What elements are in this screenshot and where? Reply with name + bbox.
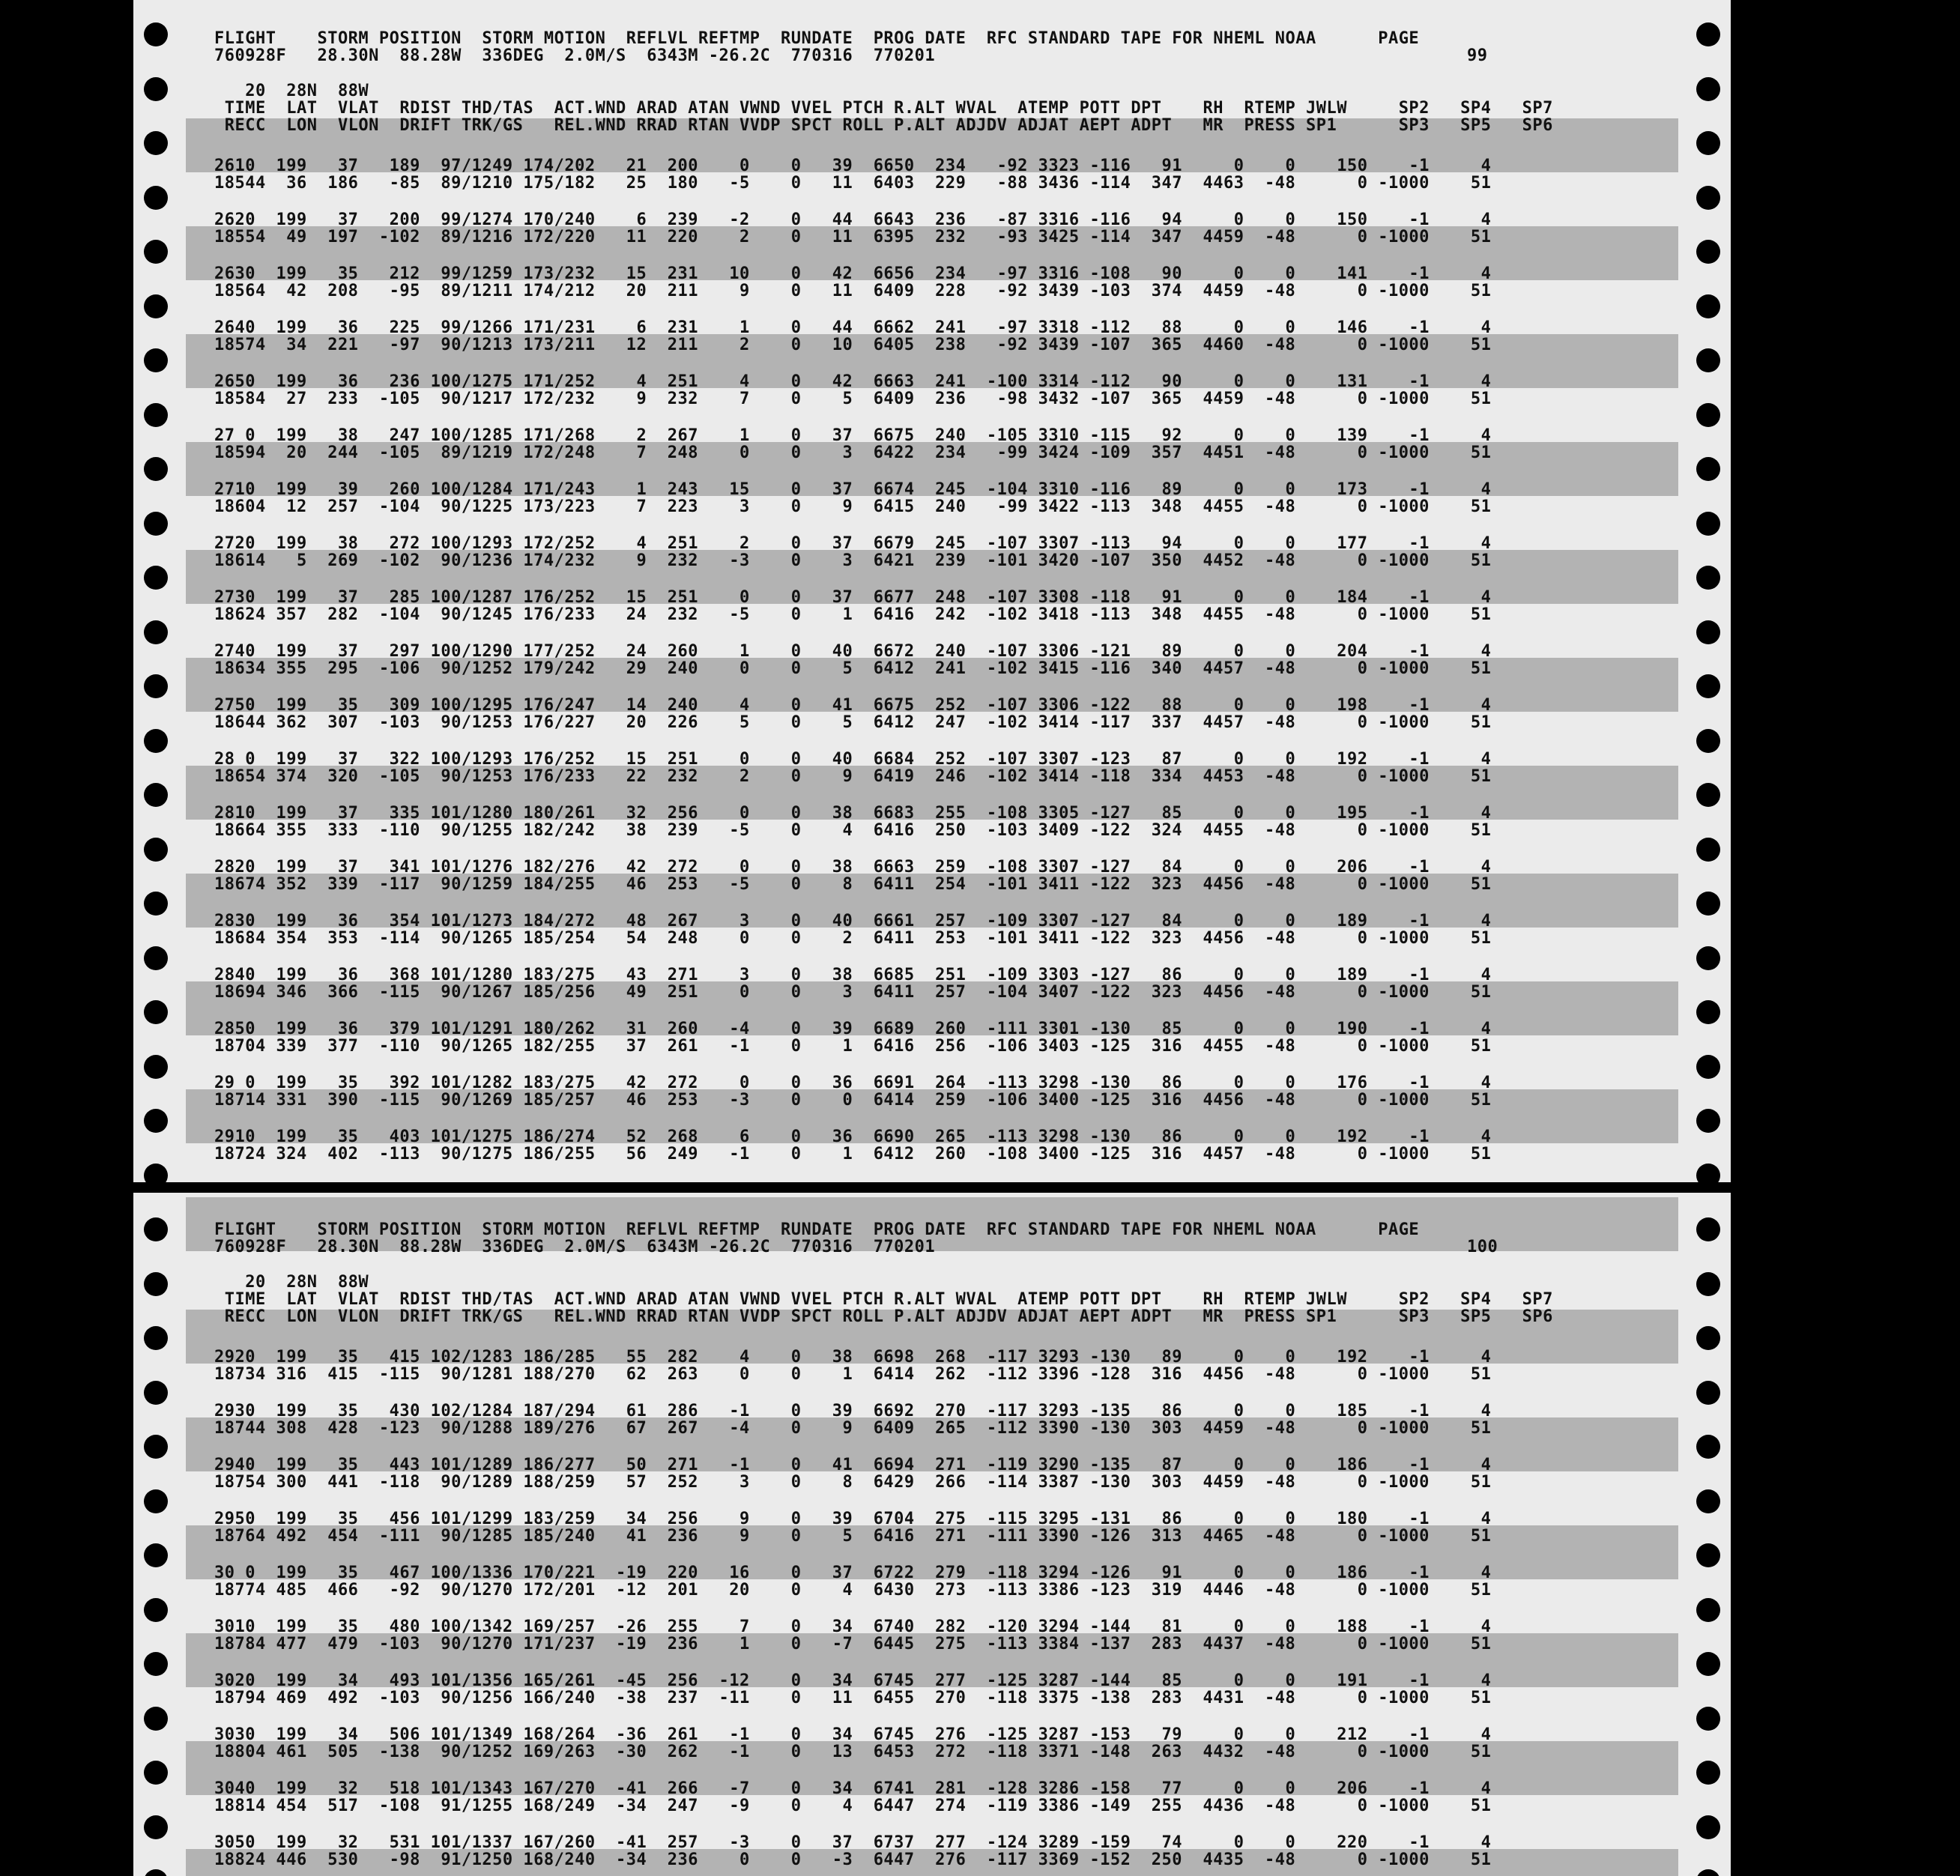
printout-page — [133, 0, 1731, 1184]
record-line-1: 2840 199 36 368 101/1280 183/275 43 271 3 0 38 6685 251 -109 3303 -127 86 0 0 189 -1 4 — [214, 966, 1492, 984]
header-line-1: FLIGHT STORM POSITION STORM MOTION REFLVL REFTMP RUNDATE PROG DATE RFC STANDARD TAPE FOR NHEML NOAA PAGE — [214, 29, 1420, 48]
record-line-1: 2910 199 35 403 101/1275 186/274 52 268 6 0 36 6690 265 -113 3298 -130 86 0 0 192 -1 4 — [214, 1128, 1492, 1146]
header-line-2: 760928F 28.30N 88.28W 336DEG 2.0M/S 6343M -26.2C 770316 770201 — [214, 46, 936, 65]
record-line-2: 18644 362 307 -103 90/1253 176/227 20 226 5 0 5 6412 247 -102 3414 -117 337 4457 -48 0 -1000 51 — [214, 713, 1492, 732]
record-line-2: 18594 20 244 -105 89/1219 172/248 7 248 0 0 3 6422 234 -99 3424 -109 357 4451 -48 0 -1000 51 — [214, 444, 1492, 462]
record-line-1: 2610 199 37 189 97/1249 174/202 21 200 0 0 39 6650 234 -92 3323 -116 91 0 0 150 -1 4 — [214, 157, 1492, 175]
record-line-2: 18704 339 377 -110 90/1265 182/255 37 261 -1 0 1 6416 256 -106 3403 -125 316 4455 -48 0 -1000 51 — [214, 1037, 1492, 1056]
record-line-1: 3020 199 34 493 101/1356 165/261 -45 256 -12 0 34 6745 277 -125 3287 -144 85 0 0 191 -1 4 — [214, 1671, 1492, 1690]
record-line-1: 2630 199 35 212 99/1259 173/232 15 231 10 0 42 6656 234 -97 3316 -108 90 0 0 141 -1 4 — [214, 264, 1492, 283]
record-line-1: 3050 199 32 531 101/1337 167/260 -41 257 -3 0 37 6737 277 -124 3289 -159 74 0 0 220 -1 4 — [214, 1833, 1492, 1852]
record-line-2: 18684 354 353 -114 90/1265 185/254 54 248 0 0 2 6411 253 -101 3411 -122 323 4456 -48 0 -1000 51 — [214, 929, 1492, 948]
record-line-1: 2650 199 36 236 100/1275 171/252 4 251 4 0 42 6663 241 -100 3314 -112 90 0 0 131 -1 4 — [214, 372, 1492, 391]
record-line-1: 3010 199 35 480 100/1342 169/257 -26 255 7 0 34 6740 282 -120 3294 -144 81 0 0 188 -1 4 — [214, 1618, 1492, 1636]
record-line-2: 18804 461 505 -138 90/1252 169/263 -30 262 -1 0 13 6453 272 -118 3371 -148 263 4432 -48 0 -1000 51 — [214, 1743, 1492, 1761]
page-number: 100 — [1467, 1238, 1498, 1256]
record-line-2: 18794 469 492 -103 90/1256 166/240 -38 237 -11 0 11 6455 270 -118 3375 -138 283 4431 -48 0 -1000 51 — [214, 1689, 1492, 1707]
record-line-1: 2740 199 37 297 100/1290 177/252 24 260 1 0 40 6672 240 -107 3306 -121 89 0 0 204 -1 4 — [214, 642, 1492, 661]
record-line-2: 18754 300 441 -118 90/1289 188/259 57 252 3 0 8 6429 266 -114 3387 -130 303 4459 -48 0 -1000 51 — [214, 1473, 1492, 1492]
record-line-2: 18824 446 530 -98 91/1250 168/240 -34 236 0 0 -3 6447 276 -117 3369 -152 250 4435 -48 0 -1000 51 — [214, 1851, 1492, 1869]
column-header-row-0: 20 28N 88W — [214, 1273, 369, 1292]
sheet-separator — [133, 1182, 1731, 1193]
record-line-1: 28 0 199 37 322 100/1293 176/252 15 251 0 0 40 6684 252 -107 3307 -123 87 0 0 192 -1 4 — [214, 750, 1492, 769]
record-line-2: 18654 374 320 -105 90/1253 176/233 22 232 2 0 9 6419 246 -102 3414 -118 334 4453 -48 0 -1000 51 — [214, 767, 1492, 786]
record-line-1: 2810 199 37 335 101/1280 180/261 32 256 0 0 38 6683 255 -108 3305 -127 85 0 0 195 -1 4 — [214, 804, 1492, 823]
record-line-2: 18664 355 333 -110 90/1255 182/242 38 239 -5 0 4 6416 250 -103 3409 -122 324 4455 -48 0 -1000 51 — [214, 821, 1492, 840]
column-header-row-1: TIME LAT VLAT RDIST THD/TAS ACT.WND ARAD ATAN VWND VVEL PTCH R.ALT WVAL ATEMP POTT DPT RH RTEMP JWLW SP2 SP4 SP7 — [214, 99, 1553, 118]
record-line-1: 2940 199 35 443 101/1289 186/277 50 271 -1 0 41 6694 271 -119 3290 -135 87 0 0 186 -1 4 — [214, 1456, 1492, 1474]
record-line-1: 2640 199 36 225 99/1266 171/231 6 231 1 0 44 6662 241 -97 3318 -112 88 0 0 146 -1 4 — [214, 318, 1492, 337]
record-line-1: 2750 199 35 309 100/1295 176/247 14 240 4 0 41 6675 252 -107 3306 -122 88 0 0 198 -1 4 — [214, 696, 1492, 715]
record-line-2: 18584 27 233 -105 90/1217 172/232 9 232 7 0 5 6409 236 -98 3432 -107 365 4459 -48 0 -1000 51 — [214, 390, 1492, 408]
record-line-2: 18604 12 257 -104 90/1225 173/223 7 223 3 0 9 6415 240 -99 3422 -113 348 4455 -48 0 -1000 51 — [214, 497, 1492, 516]
record-line-2: 18744 308 428 -123 90/1288 189/276 67 267 -4 0 9 6409 265 -112 3390 -130 303 4459 -48 0 -1000 51 — [214, 1419, 1492, 1438]
record-line-1: 2720 199 38 272 100/1293 172/252 4 251 2 0 37 6679 245 -107 3307 -113 94 0 0 177 -1 4 — [214, 534, 1492, 553]
record-line-1: 27 0 199 38 247 100/1285 171/268 2 267 1 0 37 6675 240 -105 3310 -115 92 0 0 139 -1 4 — [214, 426, 1492, 445]
column-header-row-1: TIME LAT VLAT RDIST THD/TAS ACT.WND ARAD ATAN VWND VVEL PTCH R.ALT WVAL ATEMP POTT DPT RH RTEMP JWLW SP2 SP4 SP7 — [214, 1290, 1553, 1309]
record-line-1: 2850 199 36 379 101/1291 180/262 31 260 -4 0 39 6689 260 -111 3301 -130 85 0 0 190 -1 4 — [214, 1020, 1492, 1038]
header-line-2: 760928F 28.30N 88.28W 336DEG 2.0M/S 6343M -26.2C 770316 770201 — [214, 1238, 936, 1256]
record-line-2: 18734 316 415 -115 90/1281 188/270 62 263 0 0 1 6414 262 -112 3396 -128 316 4456 -48 0 -1000 51 — [214, 1365, 1492, 1384]
column-header-row-0: 20 28N 88W — [214, 82, 369, 100]
record-line-2: 18564 42 208 -95 89/1211 174/212 20 211 9 0 11 6409 228 -92 3439 -103 374 4459 -48 0 -1000 51 — [214, 282, 1492, 300]
record-line-2: 18814 454 517 -108 91/1255 168/249 -34 247 -9 0 4 6447 274 -119 3386 -149 255 4436 -48 0 -1000 51 — [214, 1797, 1492, 1815]
computer-printout-paper — [133, 0, 1731, 1876]
record-line-1: 29 0 199 35 392 101/1282 183/275 42 272 0 0 36 6691 264 -113 3298 -130 86 0 0 176 -1 4 — [214, 1074, 1492, 1092]
record-line-2: 18784 477 479 -103 90/1270 171/237 -19 236 1 0 -7 6445 275 -113 3384 -137 283 4437 -48 0 -1000 51 — [214, 1635, 1492, 1653]
record-line-2: 18714 331 390 -115 90/1269 185/257 46 253 -3 0 0 6414 259 -106 3400 -125 316 4456 -48 0 -1000 51 — [214, 1091, 1492, 1110]
record-line-2: 18774 485 466 -92 90/1270 172/201 -12 201 20 0 4 6430 273 -113 3386 -123 319 4446 -48 0 -1000 51 — [214, 1581, 1492, 1600]
column-header-row-2: RECC LON VLON DRIFT TRK/GS REL.WND RRAD RTAN VVDP SPCT ROLL P.ALT ADJDV ADJAT AEPT ADPT MR PRESS SP1 SP3 SP5 SP6 — [214, 116, 1553, 135]
record-line-2: 18764 492 454 -111 90/1285 185/240 41 236 9 0 5 6416 271 -111 3390 -126 313 4465 -48 0 -1000 51 — [214, 1527, 1492, 1546]
record-line-1: 2730 199 37 285 100/1287 176/252 15 251 0 0 37 6677 248 -107 3308 -118 91 0 0 184 -1 4 — [214, 588, 1492, 607]
header-line-1: FLIGHT STORM POSITION STORM MOTION REFLVL REFTMP RUNDATE PROG DATE RFC STANDARD TAPE FOR NHEML NOAA PAGE — [214, 1220, 1420, 1239]
record-line-2: 18674 352 339 -117 90/1259 184/255 46 253 -5 0 8 6411 254 -101 3411 -122 323 4456 -48 0 -1000 51 — [214, 875, 1492, 894]
column-header-row-2: RECC LON VLON DRIFT TRK/GS REL.WND RRAD RTAN VVDP SPCT ROLL P.ALT ADJDV ADJAT AEPT ADPT MR PRESS SP1 SP3 SP5 SP6 — [214, 1307, 1553, 1326]
record-line-1: 2930 199 35 430 102/1284 187/294 61 286 -1 0 39 6692 270 -117 3293 -135 86 0 0 185 -1 4 — [214, 1402, 1492, 1420]
record-line-1: 2950 199 35 456 101/1299 183/259 34 256 9 0 39 6704 275 -115 3295 -131 86 0 0 180 -1 4 — [214, 1510, 1492, 1528]
record-line-2: 18544 36 186 -85 89/1210 175/182 25 180 -5 0 11 6403 229 -88 3436 -114 347 4463 -48 0 -1000 51 — [214, 174, 1492, 193]
record-line-2: 18694 346 366 -115 90/1267 185/256 49 251 0 0 3 6411 257 -104 3407 -122 323 4456 -48 0 -1000 51 — [214, 983, 1492, 1002]
record-line-1: 2620 199 37 200 99/1274 170/240 6 239 -2 0 44 6643 236 -87 3316 -116 94 0 0 150 -1 4 — [214, 211, 1492, 229]
record-line-1: 2710 199 39 260 100/1284 171/243 1 243 15 0 37 6674 245 -104 3310 -116 89 0 0 173 -1 4 — [214, 480, 1492, 499]
record-line-1: 3040 199 32 518 101/1343 167/270 -41 266 -7 0 34 6741 281 -128 3286 -158 77 0 0 206 -1 4 — [214, 1779, 1492, 1798]
record-line-1: 2820 199 37 341 101/1276 182/276 42 272 0 0 38 6663 259 -108 3307 -127 84 0 0 206 -1 4 — [214, 858, 1492, 877]
record-line-1: 3030 199 34 506 101/1349 168/264 -36 261 -1 0 34 6745 276 -125 3287 -153 79 0 0 212 -1 4 — [214, 1725, 1492, 1744]
record-line-2: 18624 357 282 -104 90/1245 176/233 24 232 -5 0 1 6416 242 -102 3418 -113 348 4455 -48 0 -1000 51 — [214, 605, 1492, 624]
record-line-2: 18614 5 269 -102 90/1236 174/232 9 232 -3 0 3 6421 239 -101 3420 -107 350 4452 -48 0 -1000 51 — [214, 551, 1492, 570]
record-line-1: 2920 199 35 415 102/1283 186/285 55 282 4 0 38 6698 268 -117 3293 -130 89 0 0 192 -1 4 — [214, 1348, 1492, 1367]
record-line-2: 18634 355 295 -106 90/1252 179/242 29 240 0 0 5 6412 241 -102 3415 -116 340 4457 -48 0 -1000 51 — [214, 659, 1492, 678]
page-number: 99 — [1467, 46, 1488, 65]
record-line-2: 18574 34 221 -97 90/1213 173/211 12 211 2 0 10 6405 238 -92 3439 -107 365 4460 -48 0 -1000 51 — [214, 336, 1492, 354]
printout-page — [133, 1191, 1731, 1876]
record-line-1: 2830 199 36 354 101/1273 184/272 48 267 3 0 40 6661 257 -109 3307 -127 84 0 0 189 -1 4 — [214, 912, 1492, 931]
record-line-2: 18554 49 197 -102 89/1216 172/220 11 220 2 0 11 6395 232 -93 3425 -114 347 4459 -48 0 -1000 51 — [214, 228, 1492, 246]
record-line-1: 30 0 199 35 467 100/1336 170/221 -19 220 16 0 37 6722 279 -118 3294 -126 91 0 0 186 -1 4 — [214, 1564, 1492, 1582]
record-line-2: 18724 324 402 -113 90/1275 186/255 56 249 -1 0 1 6412 260 -108 3400 -125 316 4457 -48 0 -1000 51 — [214, 1145, 1492, 1164]
